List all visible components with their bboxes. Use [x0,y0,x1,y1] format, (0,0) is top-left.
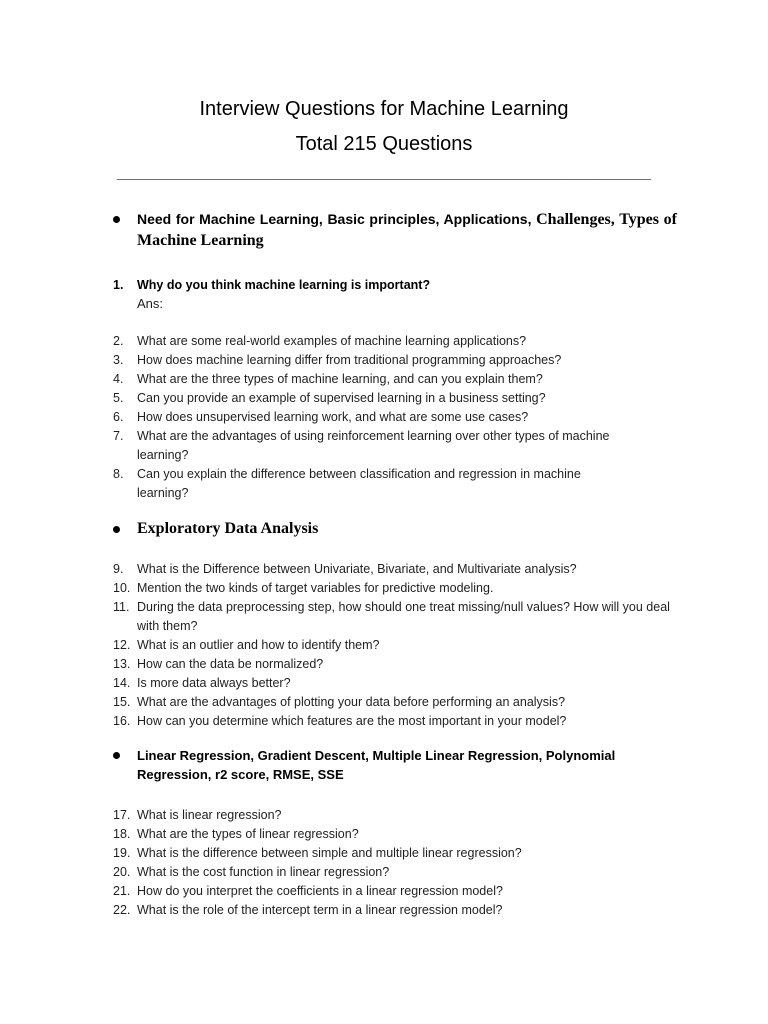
question-number: 5. [113,391,124,405]
question-item [113,598,678,636]
question-text: How do you interpret the coefficients in a linear regression model? [137,884,503,898]
question-number: 13. [113,657,131,671]
question-item [113,901,673,920]
horizontal-rule: ________________________________________________________________ [117,165,651,182]
question-item [113,825,673,844]
question-item [113,465,628,503]
question-number: 6. [113,410,124,424]
question-item [113,863,673,882]
question-number: 18. [113,827,131,841]
question-number: 3. [113,353,124,367]
question-text: What are the advantages of using reinforcement learning over other types of machine learning? [137,429,610,462]
question-text: What are the types of linear regression? [137,827,359,841]
question-text: What are some real-world examples of machine learning applications? [137,334,527,348]
question-item [113,636,673,655]
question-number: 16. [113,714,131,728]
bullet-icon [113,752,120,759]
question-text: Why do you think machine learning is important? [137,278,431,292]
question-number: 20. [113,865,131,879]
question-number: 10. [113,581,131,595]
question-item [113,427,661,465]
question-item [113,712,673,731]
question-text: How does machine learning differ from traditional programming approaches? [137,353,562,367]
question-text: Mention the two kinds of target variables for predictive modeling. [137,581,494,595]
question-number: 4. [113,372,124,386]
section-heading-linear-regression: Linear Regression, Gradient Descent, Multiple Linear Regression, Polynomial Regression, r2 score, RMSE, SSE [137,748,616,782]
question-text: Can you explain the difference between classification and regression in machine learning? [137,467,581,500]
section-heading-eda: Exploratory Data Analysis [137,520,319,537]
question-text: During the data preprocessing step, how should one treat missing/null values? How will you deal with them? [137,600,670,633]
bullet-icon [113,526,120,533]
question-item [113,579,673,598]
answer-label: Ans: [137,296,164,311]
question-text: Can you provide an example of supervised learning in a business setting? [137,391,546,405]
question-item [113,806,673,825]
question-item [113,370,673,389]
section-heading-basics [137,209,677,251]
section-heading-basics-sans: Need for Machine Learning, Basic principles, Applications, [137,211,532,227]
question-item [113,693,673,712]
question-number: 7. [113,429,124,443]
question-item [113,332,673,351]
question-text: What is the difference between simple and multiple linear regression? [137,846,522,860]
question-text: Is more data always better? [137,676,291,690]
question-number: 2. [113,334,124,348]
question-item [113,882,673,901]
question-item [113,276,673,295]
question-number: 19. [113,846,131,860]
question-text: What is an outlier and how to identify them? [137,638,380,652]
document-subtitle: Total 215 Questions [295,133,473,155]
bullet-icon [113,216,120,223]
question-text: What are the three types of machine learning, and can you explain them? [137,372,543,386]
section-heading-basics-serif: Challenges, Types of Machine Learning [137,211,678,249]
question-number: 14. [113,676,131,690]
question-number: 11. [113,600,130,614]
question-item [113,389,673,408]
question-number: 17. [113,808,131,822]
question-text: What is the Difference between Univariate, Bivariate, and Multivariate analysis? [137,562,577,576]
question-number: 1. [113,278,124,292]
question-item [113,351,673,370]
question-text: What is the cost function in linear regression? [137,865,390,879]
question-number: 15. [113,695,131,709]
question-item [113,674,673,693]
question-item [113,655,673,674]
question-text: What is the role of the intercept term in a linear regression model? [137,903,503,917]
question-text: How does unsupervised learning work, and what are some use cases? [137,410,529,424]
question-number: 12. [113,638,131,652]
question-number: 8. [113,467,124,481]
question-text: What is linear regression? [137,808,282,822]
question-number: 9. [113,562,124,576]
question-text: How can the data be normalized? [137,657,324,671]
question-text: What are the advantages of plotting your data before performing an analysis? [137,695,566,709]
question-item [113,844,673,863]
question-number: 22. [113,903,131,917]
document-title: Interview Questions for Machine Learning [199,98,569,120]
question-item [113,408,673,427]
question-number: 21. [113,884,131,898]
question-item [113,560,673,579]
question-text: How can you determine which features are the most important in your model? [137,714,567,728]
